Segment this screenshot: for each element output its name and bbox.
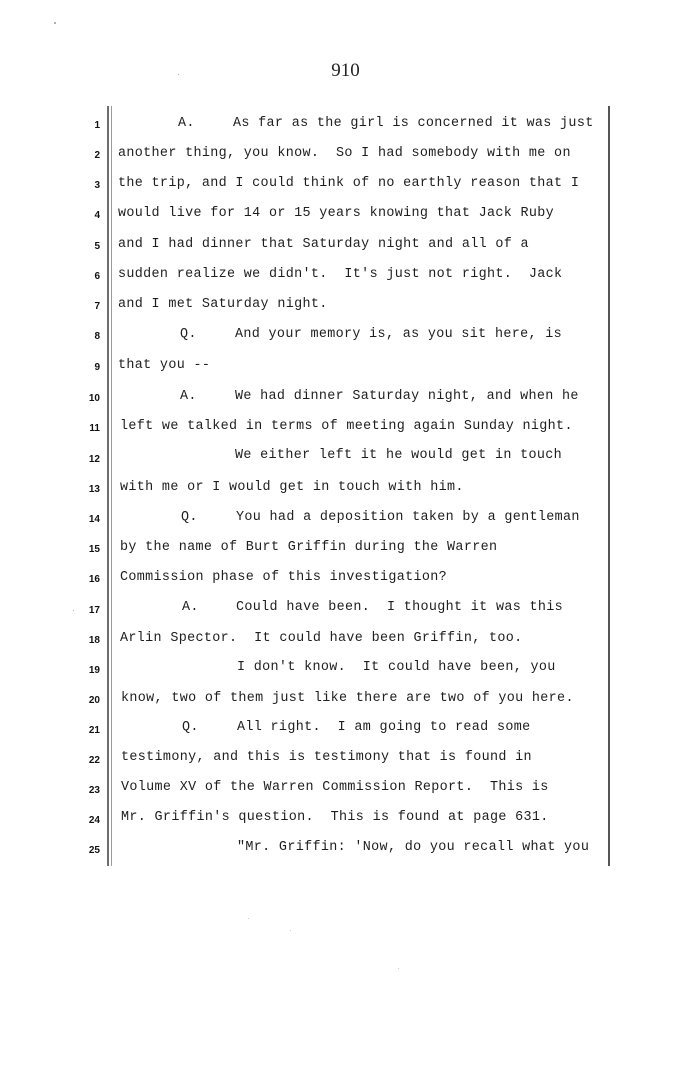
- transcript-line: All right. I am going to read some: [237, 720, 531, 735]
- line-number: 11: [89, 423, 100, 434]
- transcript-line: Could have been. I thought it was this: [236, 600, 564, 615]
- speaker-label: Q.: [181, 510, 198, 525]
- left-margin-rule-inner: [111, 106, 112, 866]
- line-number: 8: [94, 331, 100, 342]
- line-number: 20: [88, 695, 100, 706]
- scan-speck: [178, 74, 179, 75]
- scan-speck: [73, 610, 74, 611]
- transcript-line: know, two of them just like there are two of you here.: [121, 691, 574, 706]
- transcript-line: Arlin Spector. It could have been Griffin, too.: [120, 631, 523, 646]
- speaker-label: A.: [180, 389, 197, 404]
- transcript-line: and I had dinner that Saturday night and all of a: [118, 237, 529, 252]
- line-number: 17: [88, 605, 100, 616]
- speaker-label: Q.: [182, 720, 199, 735]
- line-number: 22: [88, 755, 100, 766]
- scan-speck: [54, 22, 56, 24]
- transcript-line: Commission phase of this investigation?: [120, 570, 448, 585]
- page-number: 910: [331, 60, 360, 81]
- line-number: 9: [94, 362, 100, 373]
- speaker-label: Q.: [180, 327, 197, 342]
- transcript-line: with me or I would get in touch with him.: [120, 480, 464, 495]
- scan-speck: [290, 930, 291, 931]
- line-number: 5: [94, 241, 100, 252]
- transcript-line: I don't know. It could have been, you: [237, 660, 556, 675]
- transcript-line: that you --: [118, 358, 211, 373]
- line-number: 13: [88, 484, 100, 495]
- transcript-line: Volume XV of the Warren Commission Report. This is: [121, 780, 549, 795]
- line-number: 23: [88, 785, 100, 796]
- left-margin-rule: [107, 106, 109, 866]
- line-number: 6: [94, 271, 100, 282]
- line-number: 4: [94, 210, 100, 221]
- transcript-line: would live for 14 or 15 years knowing that Jack Ruby: [118, 206, 555, 221]
- transcript-line: You had a deposition taken by a gentleman: [236, 510, 580, 525]
- line-number: 12: [88, 454, 100, 465]
- line-number: 24: [88, 815, 100, 826]
- line-number: 21: [88, 725, 100, 736]
- line-number: 2: [94, 150, 100, 161]
- transcript-line: the trip, and I could think of no earthly reason that I: [118, 176, 580, 191]
- transcript-line: Mr. Griffin's question. This is found at page 631.: [121, 810, 549, 825]
- line-number: 3: [94, 180, 100, 191]
- right-margin-rule: [608, 106, 610, 866]
- line-number: 19: [88, 665, 100, 676]
- transcript-line: by the name of Burt Griffin during the Warren: [120, 540, 498, 555]
- line-number: 7: [94, 301, 100, 312]
- line-number: 1: [94, 120, 100, 131]
- line-number: 14: [88, 514, 100, 525]
- line-number: 18: [88, 635, 100, 646]
- line-number: 16: [88, 574, 100, 585]
- transcript-line: "Mr. Griffin: 'Now, do you recall what you: [237, 840, 590, 855]
- speaker-label: A.: [178, 116, 195, 131]
- scan-speck: [248, 918, 249, 919]
- scan-speck: [398, 968, 399, 969]
- speaker-label: A.: [182, 600, 199, 615]
- transcript-line: We either left it he would get in touch: [235, 448, 563, 463]
- transcript-line: sudden realize we didn't. It's just not right. Jack: [118, 267, 563, 282]
- line-number: 10: [88, 393, 100, 404]
- transcript-line: We had dinner Saturday night, and when he: [235, 389, 579, 404]
- transcript-line: another thing, you know. So I had somebody with me on: [118, 146, 571, 161]
- transcript-line: testimony, and this is testimony that is found in: [121, 750, 532, 765]
- transcript-line: As far as the girl is concerned it was just: [233, 116, 594, 131]
- transcript-line: left we talked in terms of meeting again Sunday night.: [120, 419, 573, 434]
- transcript-line: And your memory is, as you sit here, is: [235, 327, 563, 342]
- line-number: 15: [88, 544, 100, 555]
- transcript-line: and I met Saturday night.: [118, 297, 328, 312]
- line-number: 25: [88, 845, 100, 856]
